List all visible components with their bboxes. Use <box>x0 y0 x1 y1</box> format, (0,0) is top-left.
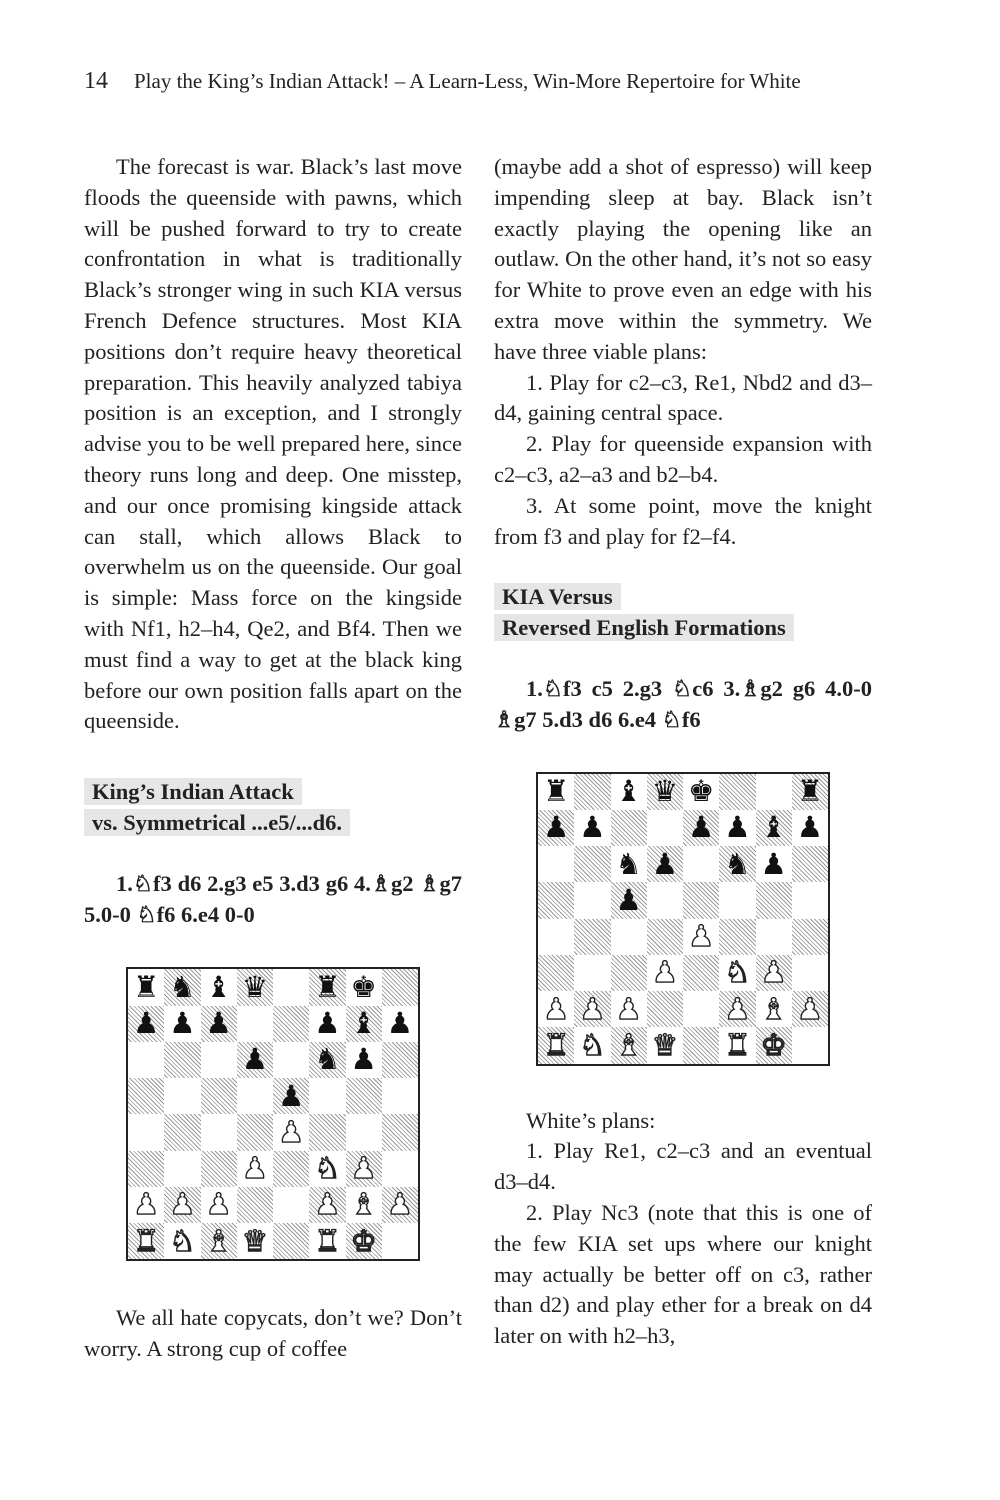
board-square <box>237 1187 273 1223</box>
black-bishop-icon: ♝ <box>350 1006 377 1041</box>
white-pawn-icon: ♟ <box>542 991 570 1026</box>
plans-title: White’s plans: <box>526 1107 656 1133</box>
black-pawn-icon: ♟ <box>386 1006 413 1041</box>
left-paragraph-2: We all hate copycats, don’t we? Don’t worry. A strong cup of coffee <box>84 1305 462 1362</box>
black-knight-icon: ♞ <box>169 969 196 1004</box>
white-rook-icon: ♜ <box>542 1027 570 1062</box>
black-queen-icon: ♛ <box>651 774 678 809</box>
running-header <box>84 68 924 95</box>
board-square <box>346 969 382 1005</box>
board-square <box>128 1151 164 1187</box>
white-knight-icon: ♞ <box>579 1027 606 1062</box>
board-square <box>201 1006 237 1042</box>
section-heading-2-line2: Reversed English Formations <box>494 613 872 644</box>
board-square <box>719 991 755 1027</box>
black-pawn-icon: ♟ <box>796 810 823 845</box>
board-square <box>273 1114 309 1150</box>
board-square <box>128 1223 164 1259</box>
white-pawn-icon: ♟ <box>132 1187 160 1222</box>
board-square <box>683 846 719 882</box>
board-square <box>538 810 574 846</box>
board-square <box>201 1042 237 1078</box>
black-bishop-icon: ♝ <box>760 810 787 845</box>
board-square <box>538 1027 574 1063</box>
white-pawn-icon: ♟ <box>277 1114 305 1149</box>
white-pawn-icon: ♟ <box>687 919 715 954</box>
board-square <box>611 882 647 918</box>
white-pawn-icon: ♟ <box>651 955 678 990</box>
board-square <box>792 846 828 882</box>
board-square <box>756 774 792 810</box>
black-pawn-icon: ♟ <box>579 810 606 845</box>
board-square <box>309 1042 345 1078</box>
black-bishop-icon: ♝ <box>615 774 642 809</box>
board-square <box>719 846 755 882</box>
black-knight-icon: ♞ <box>314 1042 341 1077</box>
board-square <box>719 810 755 846</box>
white-pawn-icon: ♟ <box>241 1151 268 1186</box>
board-square <box>201 1151 237 1187</box>
black-king-icon: ♚ <box>350 969 377 1004</box>
board-square <box>719 919 755 955</box>
white-pawn-icon: ♟ <box>169 1187 196 1222</box>
board-square <box>309 1006 345 1042</box>
board-square <box>683 955 719 991</box>
black-pawn-icon: ♟ <box>760 846 787 881</box>
board-square <box>611 919 647 955</box>
board-square <box>273 1151 309 1187</box>
board-square <box>756 846 792 882</box>
black-pawn-icon: ♟ <box>724 810 751 845</box>
black-rook-icon: ♜ <box>314 969 341 1004</box>
white-pawn-icon: ♟ <box>386 1187 413 1222</box>
black-pawn-icon: ♟ <box>314 1006 341 1041</box>
board-square <box>683 774 719 810</box>
board-square <box>201 1187 237 1223</box>
board-square <box>611 1027 647 1063</box>
page-number: 14 <box>84 68 108 94</box>
board-square <box>382 1042 418 1078</box>
running-title: Play the King’s Indian Attack! – A Learn-Less, Win-More Repertoire for White <box>134 69 801 93</box>
plan-3: 3. At some point, move the knight from f3 and play for f2–f4. <box>494 492 872 549</box>
board-square <box>237 1151 273 1187</box>
board-square <box>574 955 610 991</box>
board-square <box>574 846 610 882</box>
board-square <box>128 1078 164 1114</box>
white-bishop-icon: ♝ <box>760 991 787 1026</box>
board-square <box>164 1187 200 1223</box>
board-square <box>201 1223 237 1259</box>
white-pawn-icon: ♟ <box>615 991 642 1026</box>
black-pawn-icon: ♟ <box>542 810 570 845</box>
black-king-icon: ♚ <box>687 774 715 809</box>
board-square <box>792 919 828 955</box>
white-bishop-icon: ♝ <box>615 1027 642 1062</box>
white-rook-icon: ♜ <box>314 1223 341 1258</box>
board-square <box>164 1151 200 1187</box>
board-square <box>237 1078 273 1114</box>
board-square <box>647 991 683 1027</box>
black-pawn-icon: ♟ <box>651 846 678 881</box>
board-square <box>346 1151 382 1187</box>
board-square <box>792 882 828 918</box>
board-square <box>611 810 647 846</box>
board-square <box>683 1027 719 1063</box>
board-square <box>346 1223 382 1259</box>
board-square <box>128 1006 164 1042</box>
board-square <box>538 882 574 918</box>
board-square <box>273 1187 309 1223</box>
board-square <box>719 774 755 810</box>
black-pawn-icon: ♟ <box>615 882 642 917</box>
white-rook-icon: ♜ <box>132 1223 160 1258</box>
board-square <box>756 991 792 1027</box>
board-square <box>164 1042 200 1078</box>
white-bishop-icon: ♝ <box>350 1187 377 1222</box>
board-square <box>128 1114 164 1150</box>
board-square <box>647 810 683 846</box>
moves-line-1: 1.♘f3 d6 2.g3 e5 3.d3 g6 4.♗g2 ♗g7 5.0-0 ♘f6 6.e4 0-0 <box>84 870 462 927</box>
white-queen-icon: ♛ <box>651 1027 678 1062</box>
board-square <box>683 810 719 846</box>
chess-diagram-2 <box>536 772 830 1066</box>
plan-2: 2. Play for queenside expansion with c2–c3, a2–a3 and b2–b4. <box>494 431 872 487</box>
board-square <box>538 774 574 810</box>
board-square <box>611 955 647 991</box>
board-square <box>611 991 647 1027</box>
board-square <box>201 1078 237 1114</box>
board-square <box>382 1223 418 1259</box>
board-square <box>647 919 683 955</box>
white-plan-2: 2. Play Nc3 (note that this is one of the few KIA set ups where our knight may actually be better off on c3, rather than d2) and play ether for a break on d4 later on with h2–h3, <box>494 1199 872 1349</box>
black-pawn-icon: ♟ <box>687 810 715 845</box>
board-square <box>538 846 574 882</box>
board-square <box>382 1187 418 1223</box>
white-pawn-icon: ♟ <box>760 955 787 990</box>
board-square <box>756 882 792 918</box>
board-square <box>382 1114 418 1150</box>
board-square <box>574 774 610 810</box>
white-pawn-icon: ♟ <box>796 991 823 1026</box>
board-square <box>237 1042 273 1078</box>
board-square <box>538 991 574 1027</box>
board-square <box>792 955 828 991</box>
board-square <box>309 1078 345 1114</box>
white-pawn-icon: ♟ <box>205 1187 232 1222</box>
black-pawn-icon: ♟ <box>205 1006 232 1041</box>
black-pawn-icon: ♟ <box>132 1006 160 1041</box>
board-square <box>756 1027 792 1063</box>
board-square <box>128 1042 164 1078</box>
black-knight-icon: ♞ <box>615 846 642 881</box>
board-square <box>647 1027 683 1063</box>
board-square <box>309 1151 345 1187</box>
section-heading-2: KIA Versus <box>494 582 872 613</box>
board-square <box>346 1114 382 1150</box>
board-square <box>683 882 719 918</box>
white-queen-icon: ♛ <box>241 1223 268 1258</box>
board-square <box>164 1114 200 1150</box>
board-square <box>719 882 755 918</box>
board-square <box>128 969 164 1005</box>
black-bishop-icon: ♝ <box>205 969 232 1004</box>
white-bishop-icon: ♝ <box>205 1223 232 1258</box>
board-square <box>382 1151 418 1187</box>
board-square <box>792 1027 828 1063</box>
white-knight-icon: ♞ <box>314 1151 341 1186</box>
board-square <box>273 1223 309 1259</box>
board-square <box>201 969 237 1005</box>
white-knight-icon: ♞ <box>724 955 751 990</box>
board-square <box>164 1006 200 1042</box>
board-square <box>273 969 309 1005</box>
white-pawn-icon: ♟ <box>350 1151 377 1186</box>
board-square <box>346 1078 382 1114</box>
board-square <box>164 1223 200 1259</box>
black-pawn-icon: ♟ <box>169 1006 196 1041</box>
moves-line-2: 1.♘f3 c5 2.g3 ♘c6 3.♗g2 g6 4.0-0 ♗g7 5.d3 d6 6.e4 ♘f6 <box>494 675 872 732</box>
board-square <box>756 919 792 955</box>
section-heading-1: King’s Indian Attack <box>84 777 462 808</box>
board-square <box>683 991 719 1027</box>
board-square <box>346 1006 382 1042</box>
black-knight-icon: ♞ <box>724 846 751 881</box>
board-square <box>237 1006 273 1042</box>
board-square <box>273 1042 309 1078</box>
white-king-icon: ♚ <box>760 1027 787 1062</box>
board-square <box>237 969 273 1005</box>
board-square <box>309 969 345 1005</box>
board-square <box>647 774 683 810</box>
board-square <box>719 955 755 991</box>
section-heading-1-line2: vs. Symmetrical ...e5/...d6. <box>84 808 462 839</box>
black-pawn-icon: ♟ <box>241 1042 268 1077</box>
board-square <box>309 1187 345 1223</box>
white-pawn-icon: ♟ <box>314 1187 341 1222</box>
board-square <box>538 919 574 955</box>
board-square <box>382 969 418 1005</box>
board-square <box>346 1187 382 1223</box>
board-square <box>382 1006 418 1042</box>
board-square <box>574 991 610 1027</box>
board-square <box>792 991 828 1027</box>
left-column <box>84 152 462 1365</box>
black-rook-icon: ♜ <box>796 774 823 809</box>
board-square <box>792 810 828 846</box>
board-square <box>792 774 828 810</box>
board-square <box>128 1187 164 1223</box>
board-square <box>237 1114 273 1150</box>
black-rook-icon: ♜ <box>542 774 570 809</box>
board-square <box>237 1223 273 1259</box>
white-pawn-icon: ♟ <box>724 991 751 1026</box>
board-square <box>273 1006 309 1042</box>
black-rook-icon: ♜ <box>132 969 160 1004</box>
white-pawn-icon: ♟ <box>579 991 606 1026</box>
board-square <box>382 1078 418 1114</box>
white-plan-1: 1. Play Re1, c2–c3 and an eventual d3–d4. <box>494 1138 872 1195</box>
board-square <box>309 1114 345 1150</box>
board-square <box>346 1042 382 1078</box>
board-square <box>611 846 647 882</box>
board-square <box>574 919 610 955</box>
black-queen-icon: ♛ <box>241 969 268 1004</box>
right-paragraph-1: (maybe add a shot of espresso) will keep impending sleep at bay. Black isn’t exactly playing the opening like an outlaw. On the other hand, it’s not so easy for White to prove even an edge with his extra move within the symmetry. We have three viable plans: <box>494 154 872 364</box>
board-square <box>756 955 792 991</box>
left-paragraph-1: The forecast is war. Black’s last move floods the queenside with pawns, which will be pushed forward to try to create confrontation in what is traditionally Black’s stronger wing in such KIA versus French Defence structures. Most KIA positions don’t require heavy theoretical preparation. This heavily analyzed tabiya position is an exception, and I strongly advise you to be well prepared here, since theory runs long and deep. One misstep, and our once promising kingside attack can stall, which allows Black to overwhelm us on the queenside. Our goal is simple: Mass force on the kingside with Nf1, h2–h4, Qe2, and Bf4. Then we must find a way to get at the black king before our own position falls apart on the queenside. <box>84 154 462 734</box>
white-knight-icon: ♞ <box>169 1223 196 1258</box>
board-square <box>164 969 200 1005</box>
board-square <box>201 1114 237 1150</box>
board-square <box>756 810 792 846</box>
plan-1: 1. Play for c2–c3, Re1, Nbd2 and d3–d4, gaining central space. <box>494 369 872 426</box>
black-pawn-icon: ♟ <box>277 1078 305 1113</box>
board-square <box>719 1027 755 1063</box>
board-square <box>164 1078 200 1114</box>
board-square <box>574 1027 610 1063</box>
board-square <box>574 882 610 918</box>
board-square <box>683 919 719 955</box>
white-rook-icon: ♜ <box>724 1027 751 1062</box>
board-square <box>647 846 683 882</box>
board-square <box>647 882 683 918</box>
board-square <box>647 955 683 991</box>
white-king-icon: ♚ <box>350 1223 377 1258</box>
board-square <box>309 1223 345 1259</box>
board-square <box>574 810 610 846</box>
black-pawn-icon: ♟ <box>350 1042 377 1077</box>
right-column <box>494 152 872 1352</box>
board-square <box>273 1078 309 1114</box>
chess-diagram-1 <box>126 967 420 1261</box>
board-square <box>538 955 574 991</box>
board-square <box>611 774 647 810</box>
